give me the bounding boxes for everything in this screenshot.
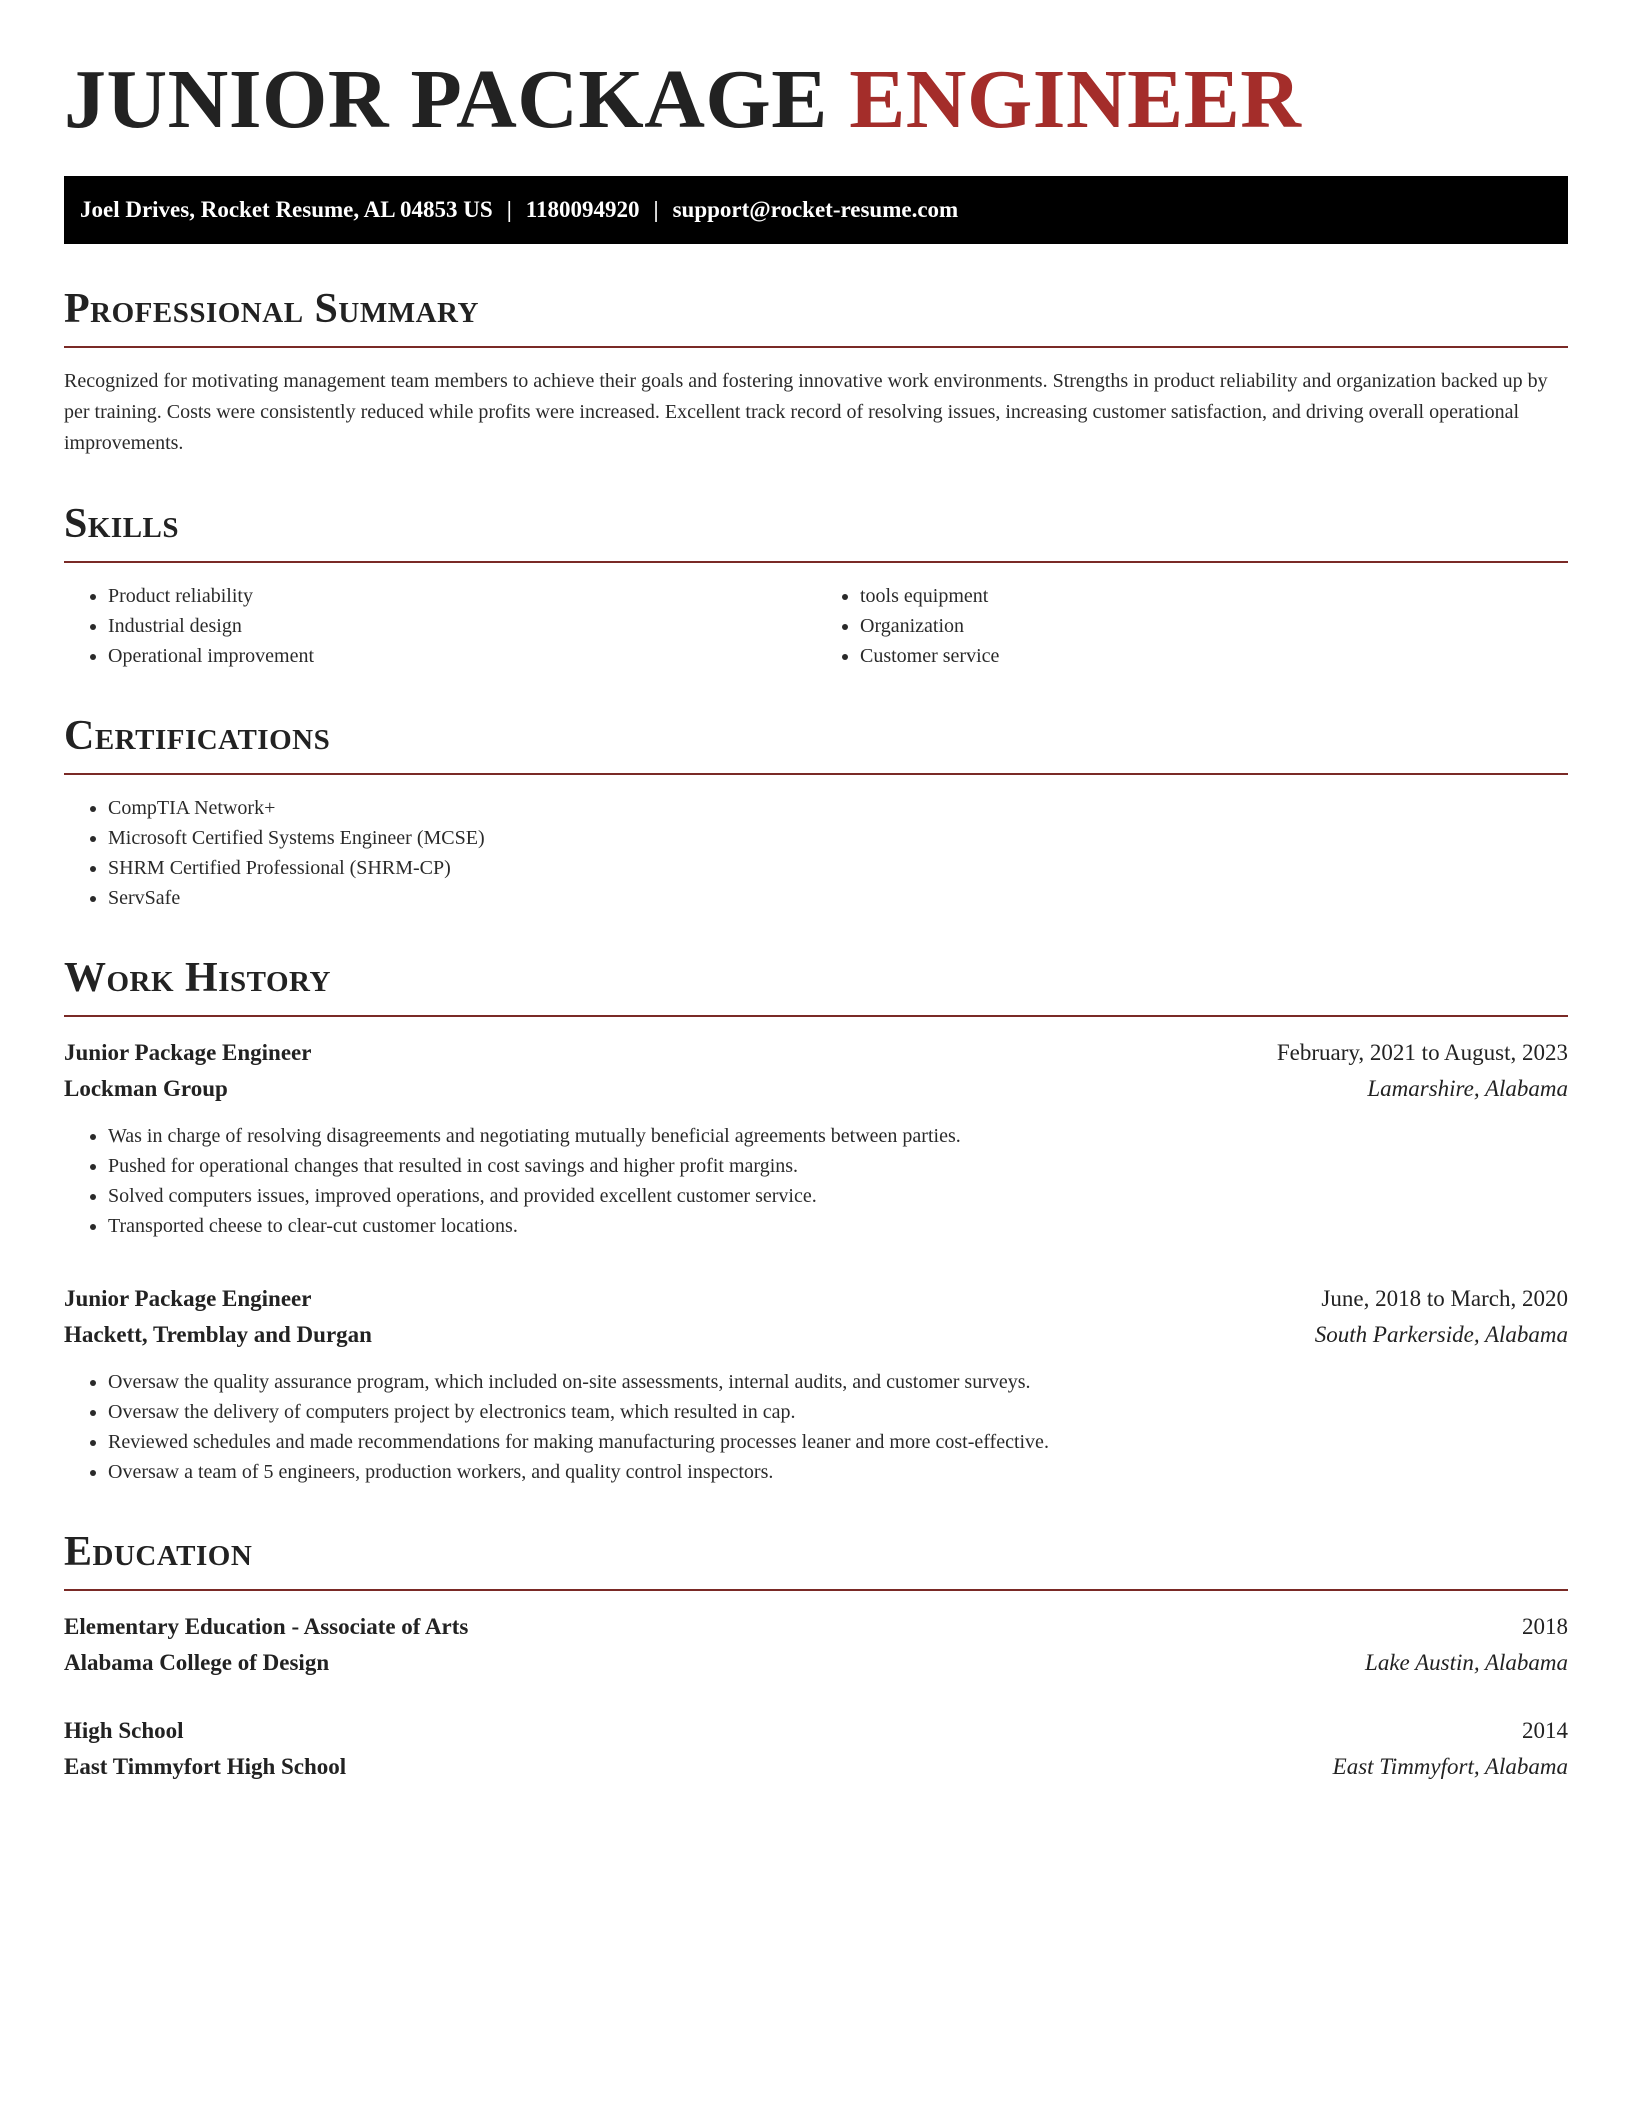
job-company-row: [64, 1071, 1568, 1107]
skills-heading: Skills: [64, 503, 1568, 563]
job-title: Junior Package Engineer: [64, 1040, 312, 1065]
resume-title: [64, 53, 1568, 146]
education-entry: [64, 1713, 1568, 1785]
contact-email[interactable]: support@rocket-resume.com: [672, 197, 959, 222]
title-main: JUNIOR PACKAGE: [64, 53, 850, 146]
certification-item: • Microsoft Certified Systems Engineer (MCSE): [108, 823, 1568, 853]
job-entry: [64, 1035, 1568, 1241]
skill-item: • Industrial design: [108, 611, 816, 641]
summary-heading: Professional Summary: [64, 288, 1568, 348]
job-company-row: [64, 1317, 1568, 1353]
education-year: 2014: [1522, 1718, 1568, 1743]
job-bullet: • Transported cheese to clear-cut customer locations.: [108, 1211, 1568, 1241]
certification-item: • CompTIA Network+: [108, 793, 1568, 823]
certifications-list: [64, 793, 1568, 913]
job-bullet: • Pushed for operational changes that resulted in cost savings and higher profit margins.: [108, 1151, 1568, 1181]
education-section: [64, 1531, 1568, 1785]
certifications-heading: Certifications: [64, 715, 1568, 775]
skill-item: • Organization: [860, 611, 1568, 641]
education-school-row: [64, 1645, 1568, 1681]
education-degree: Elementary Education - Associate of Arts: [64, 1614, 469, 1639]
job-bullet: • Was in charge of resolving disagreements and negotiating mutually beneficial agreements between parties.: [108, 1121, 1568, 1151]
job-bullet: • Oversaw a team of 5 engineers, production workers, and quality control inspectors.: [108, 1457, 1568, 1487]
job-location: Lamarshire, Alabama: [1367, 1076, 1568, 1101]
job-bullet: • Oversaw the delivery of computers project by electronics team, which resulted in cap.: [108, 1397, 1568, 1427]
skills-grid: [64, 563, 1568, 671]
job-dates: February, 2021 to August, 2023: [1276, 1040, 1568, 1065]
job-bullet: • Solved computers issues, improved operations, and provided excellent customer service.: [108, 1181, 1568, 1211]
certification-item: • ServSafe: [108, 883, 1568, 913]
education-location: Lake Austin, Alabama: [1365, 1650, 1568, 1675]
job-title: Junior Package Engineer: [64, 1286, 312, 1311]
summary-section: [64, 288, 1568, 459]
work-history-section: [64, 957, 1568, 1487]
work-history-heading: Work History: [64, 957, 1568, 1017]
certifications-section: [64, 715, 1568, 913]
contact-phone: 1180094920: [525, 197, 640, 222]
job-bullets: [64, 1367, 1568, 1487]
job-entry: [64, 1281, 1568, 1487]
job-header-row: [64, 1035, 1568, 1071]
job-bullets: [64, 1121, 1568, 1241]
job-bullet: • Oversaw the quality assurance program, which included on-site assessments, internal audits, and customer surveys.: [108, 1367, 1568, 1397]
education-heading: Education: [64, 1531, 1568, 1591]
contact-bar: [64, 176, 1568, 244]
education-school-row: [64, 1749, 1568, 1785]
education-degree-row: [64, 1609, 1568, 1645]
education-school: Alabama College of Design: [64, 1650, 330, 1675]
job-company: Lockman Group: [64, 1076, 228, 1101]
summary-text: Recognized for motivating management team members to achieve their goals and fostering innovative work environments. Strengths in product reliability and organization backed up by per training. Costs were consistently reduced while profits were increased. Excellent track record of resolving issues, increasing customer satisfaction, and driving overall operational improvements.: [64, 370, 1548, 454]
education-entry: [64, 1609, 1568, 1681]
education-degree-row: [64, 1713, 1568, 1749]
job-company: Hackett, Tremblay and Durgan: [64, 1322, 372, 1347]
education-degree: High School: [64, 1718, 184, 1743]
skills-list-left: [64, 581, 816, 671]
skill-item: • tools equipment: [860, 581, 1568, 611]
education-school: East Timmyfort High School: [64, 1754, 347, 1779]
certification-item: • SHRM Certified Professional (SHRM-CP): [108, 853, 1568, 883]
job-dates: June, 2018 to March, 2020: [1321, 1286, 1568, 1311]
skill-item: • Operational improvement: [108, 641, 816, 671]
education-year: 2018: [1522, 1614, 1568, 1639]
skill-item: • Product reliability: [108, 581, 816, 611]
contact-address: Joel Drives, Rocket Resume, AL 04853 US: [80, 197, 493, 222]
skills-list-right: [816, 581, 1568, 671]
job-bullet: • Reviewed schedules and made recommendations for making manufacturing processes leaner and more cost-effective.: [108, 1427, 1568, 1457]
title-accent: ENGINEER: [849, 53, 1302, 146]
skills-section: [64, 503, 1568, 671]
skill-item: • Customer service: [860, 641, 1568, 671]
job-header-row: [64, 1281, 1568, 1317]
contact-separator: |: [506, 197, 512, 222]
contact-separator: |: [653, 197, 659, 222]
education-location: East Timmyfort, Alabama: [1332, 1754, 1568, 1779]
job-location: South Parkerside, Alabama: [1314, 1322, 1568, 1347]
